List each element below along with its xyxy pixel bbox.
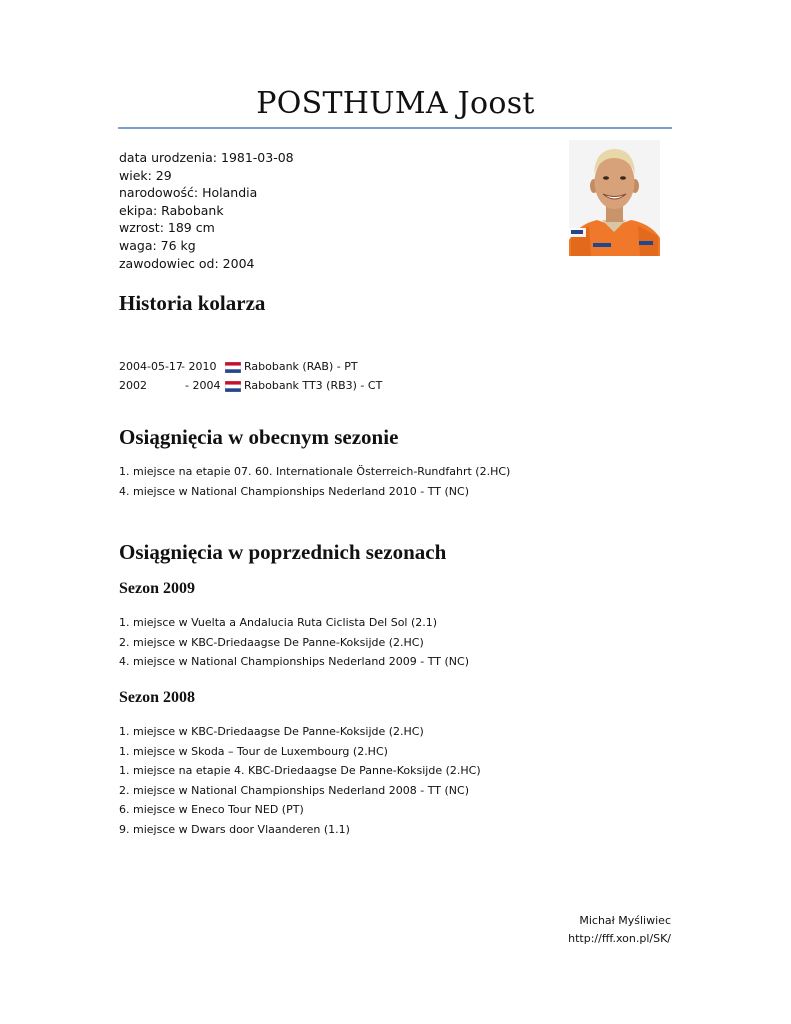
info-birth-date: data urodzenia: 1981-03-08: [119, 150, 294, 165]
result-item: 4. miejsce w National Championships Nederland 2010 - TT (NC): [119, 484, 469, 498]
rider-portrait-icon: [569, 140, 660, 256]
current-season-list: [119, 462, 510, 501]
previous-seasons-heading: Osiągnięcia w poprzednich sezonach: [119, 540, 447, 564]
result-item: 6. miejsce w Eneco Tour NED (PT): [119, 803, 304, 817]
footer-author: Michał Myśliwiec: [579, 914, 671, 927]
info-team: ekipa: Rabobank: [119, 202, 224, 218]
result-item: 1. miejsce w Vuelta a Andalucia Ruta Ciclista Del Sol (2.1): [119, 616, 438, 629]
info-pro-since: zawodowiec od: 2004: [119, 255, 255, 271]
result-item: 1. miejsce w KBC-Driedaagse De Panne-Koksijde (2.HC): [119, 725, 424, 738]
page-title: POSTHUMA Joost: [256, 86, 535, 121]
season-2009-list: [119, 613, 469, 672]
info-age: wiek: 29: [119, 167, 172, 183]
info-weight: waga: 76 kg: [119, 237, 196, 253]
team-to-date: - 2004: [185, 379, 221, 392]
season-2008-list: [119, 722, 481, 840]
result-item: 1. miejsce w Skoda – Tour de Luxembourg (2.HC): [119, 744, 388, 758]
result-item: 2. miejsce w National Championships Nederland 2008 - TT (NC): [119, 783, 469, 797]
team-from-date: 2002: [119, 379, 147, 392]
team-to-date: - 2010: [181, 360, 217, 373]
history-heading: Historia kolarza: [119, 291, 266, 315]
footer-url[interactable]: http://fff.xon.pl/SK/: [568, 932, 671, 945]
team-name: Rabobank TT3 (RB3) - CT: [244, 379, 383, 392]
result-item: 4. miejsce w National Championships Nederland 2009 - TT (NC): [119, 655, 469, 669]
netherlands-flag-icon: [225, 381, 241, 392]
netherlands-flag-icon: [225, 362, 241, 373]
result-item: 2. miejsce w KBC-Driedaagse De Panne-Koksijde (2.HC): [119, 635, 424, 649]
result-item: 9. miejsce w Dwars door Vlaanderen (1.1): [119, 822, 350, 836]
current-season-heading: Osiągnięcia w obecnym sezonie: [119, 425, 399, 449]
title-divider: [118, 127, 672, 129]
info-nationality: narodowość: Holandia: [119, 185, 258, 201]
info-height: wzrost: 189 cm: [119, 220, 215, 236]
season-2009-heading: Sezon 2009: [119, 580, 195, 597]
result-item: 1. miejsce na etapie 07. 60. Internationale Österreich-Rundfahrt (2.HC): [119, 465, 511, 478]
team-from-date: 2004-05-17: [119, 360, 183, 373]
season-2008-heading: Sezon 2008: [119, 689, 195, 706]
result-item: 1. miejsce na etapie 4. KBC-Driedaagse De Panne-Koksijde (2.HC): [119, 764, 481, 778]
rider-info: [119, 149, 294, 272]
team-name: Rabobank (RAB) - PT: [244, 360, 358, 373]
page-footer: [568, 912, 671, 948]
